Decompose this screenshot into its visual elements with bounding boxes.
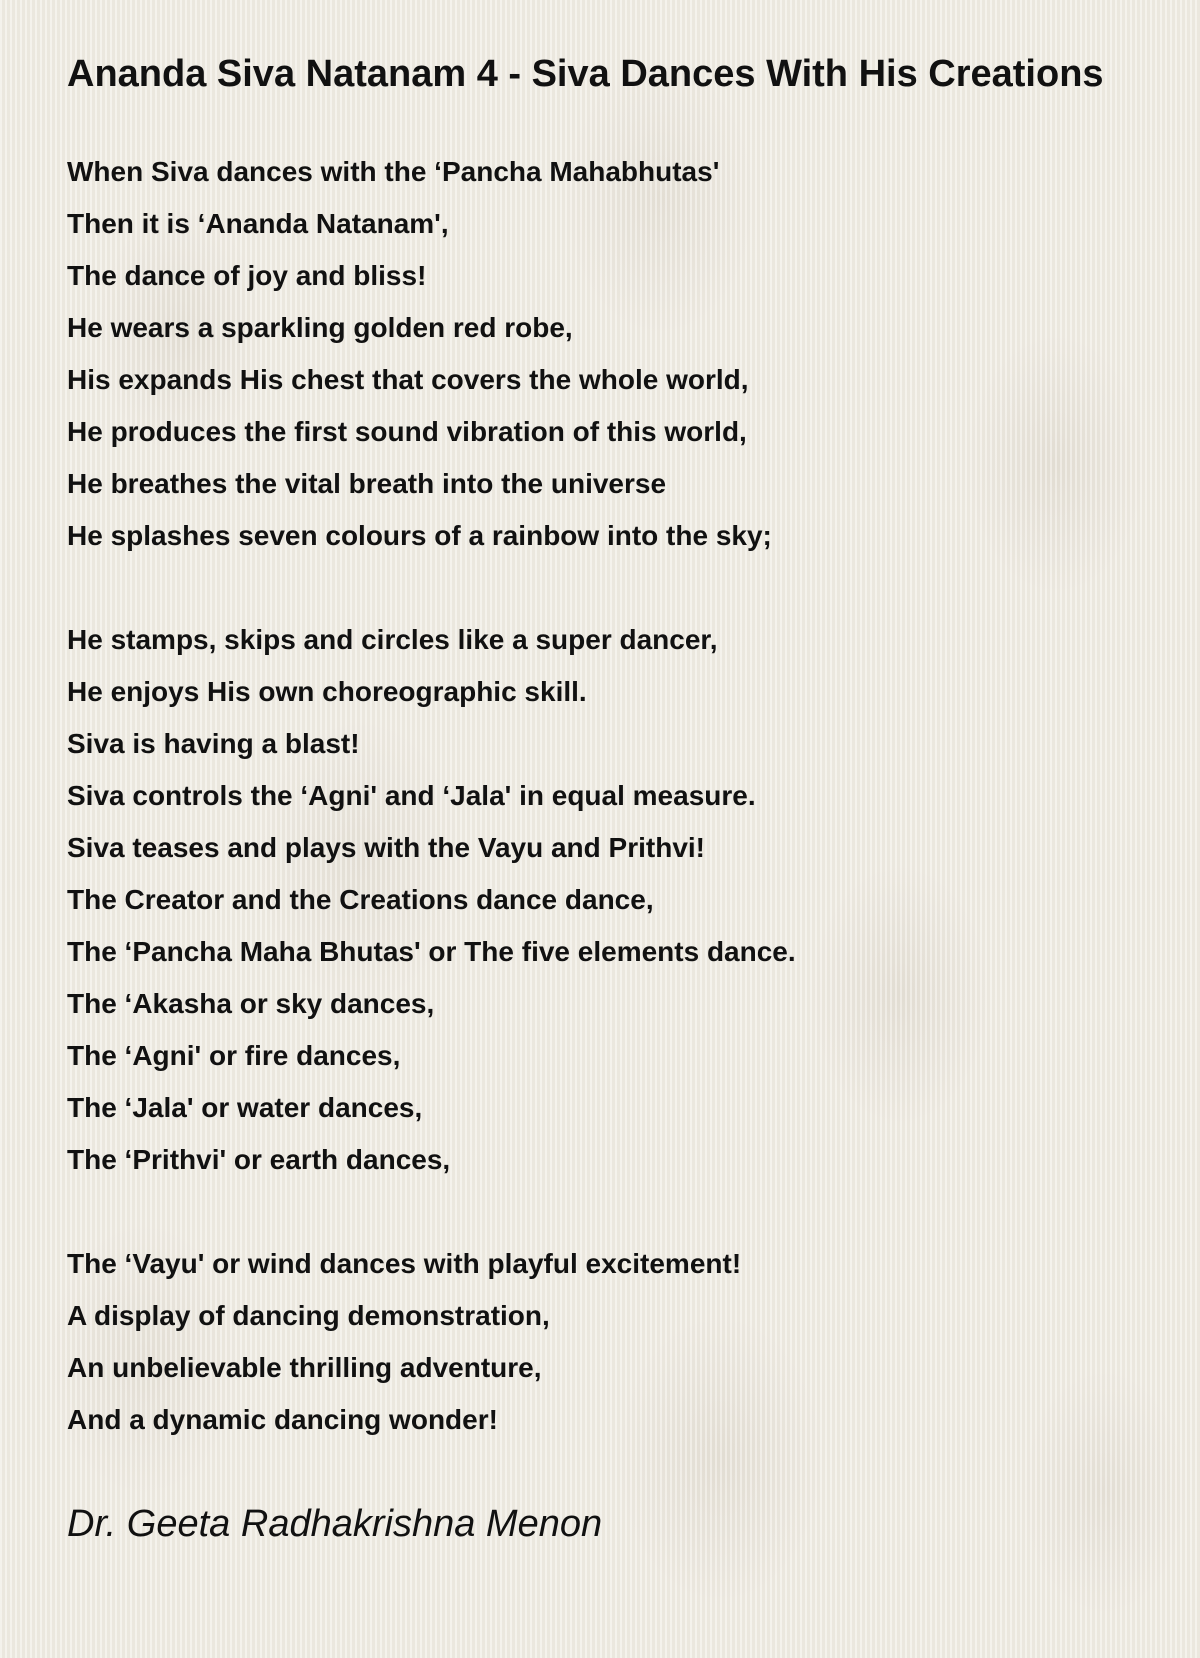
stanza-1 bbox=[67, 146, 1147, 562]
poem-line: An unbelievable thrilling adventure, bbox=[67, 1352, 542, 1383]
poem-line: He breathes the vital breath into the universe bbox=[67, 468, 667, 499]
poem-line: A display of dancing demonstration, bbox=[67, 1300, 550, 1331]
poem-page bbox=[67, 48, 1147, 1550]
poem-line: The ‘Pancha Maha Bhutas' or The five elements dance. bbox=[67, 936, 796, 967]
poem-line: He produces the first sound vibration of this world, bbox=[67, 416, 747, 447]
poem-line: Siva controls the ‘Agni' and ‘Jala' in equal measure. bbox=[67, 780, 756, 811]
poem-line: The ‘Akasha or sky dances, bbox=[67, 988, 435, 1019]
poem-line: The ‘Vayu' or wind dances with playful excitement! bbox=[67, 1248, 742, 1279]
poem-line: He splashes seven colours of a rainbow into the sky; bbox=[67, 520, 772, 551]
poem-line: The ‘Prithvi' or earth dances, bbox=[67, 1144, 451, 1175]
poem-line: The ‘Agni' or fire dances, bbox=[67, 1040, 401, 1071]
poem-line: Siva is having a blast! bbox=[67, 728, 360, 759]
poem-line: Then it is ‘Ananda Natanam', bbox=[67, 208, 449, 239]
poem-line: He stamps, skips and circles like a super dancer, bbox=[67, 624, 718, 655]
stanza-2 bbox=[67, 614, 1147, 1186]
poem-line: The Creator and the Creations dance dance, bbox=[67, 884, 654, 915]
poem-line: When Siva dances with the ‘Pancha Mahabhutas' bbox=[67, 156, 720, 187]
stanza-3 bbox=[67, 1238, 1147, 1446]
poem-line: Siva teases and plays with the Vayu and Prithvi! bbox=[67, 832, 705, 863]
poem-author: Dr. Geeta Radhakrishna Menon bbox=[67, 1503, 603, 1545]
poem-title: Ananda Siva Natanam 4 - Siva Dances With His Creations bbox=[67, 53, 1104, 95]
poem-line: He wears a sparkling golden red robe, bbox=[67, 312, 573, 343]
poem-line: His expands His chest that covers the whole world, bbox=[67, 364, 749, 395]
poem-line: The dance of joy and bliss! bbox=[67, 260, 427, 291]
poem-line: He enjoys His own choreographic skill. bbox=[67, 676, 587, 707]
poem-line: And a dynamic dancing wonder! bbox=[67, 1404, 498, 1435]
poem-body bbox=[67, 146, 1147, 1446]
poem-line: The ‘Jala' or water dances, bbox=[67, 1092, 423, 1123]
